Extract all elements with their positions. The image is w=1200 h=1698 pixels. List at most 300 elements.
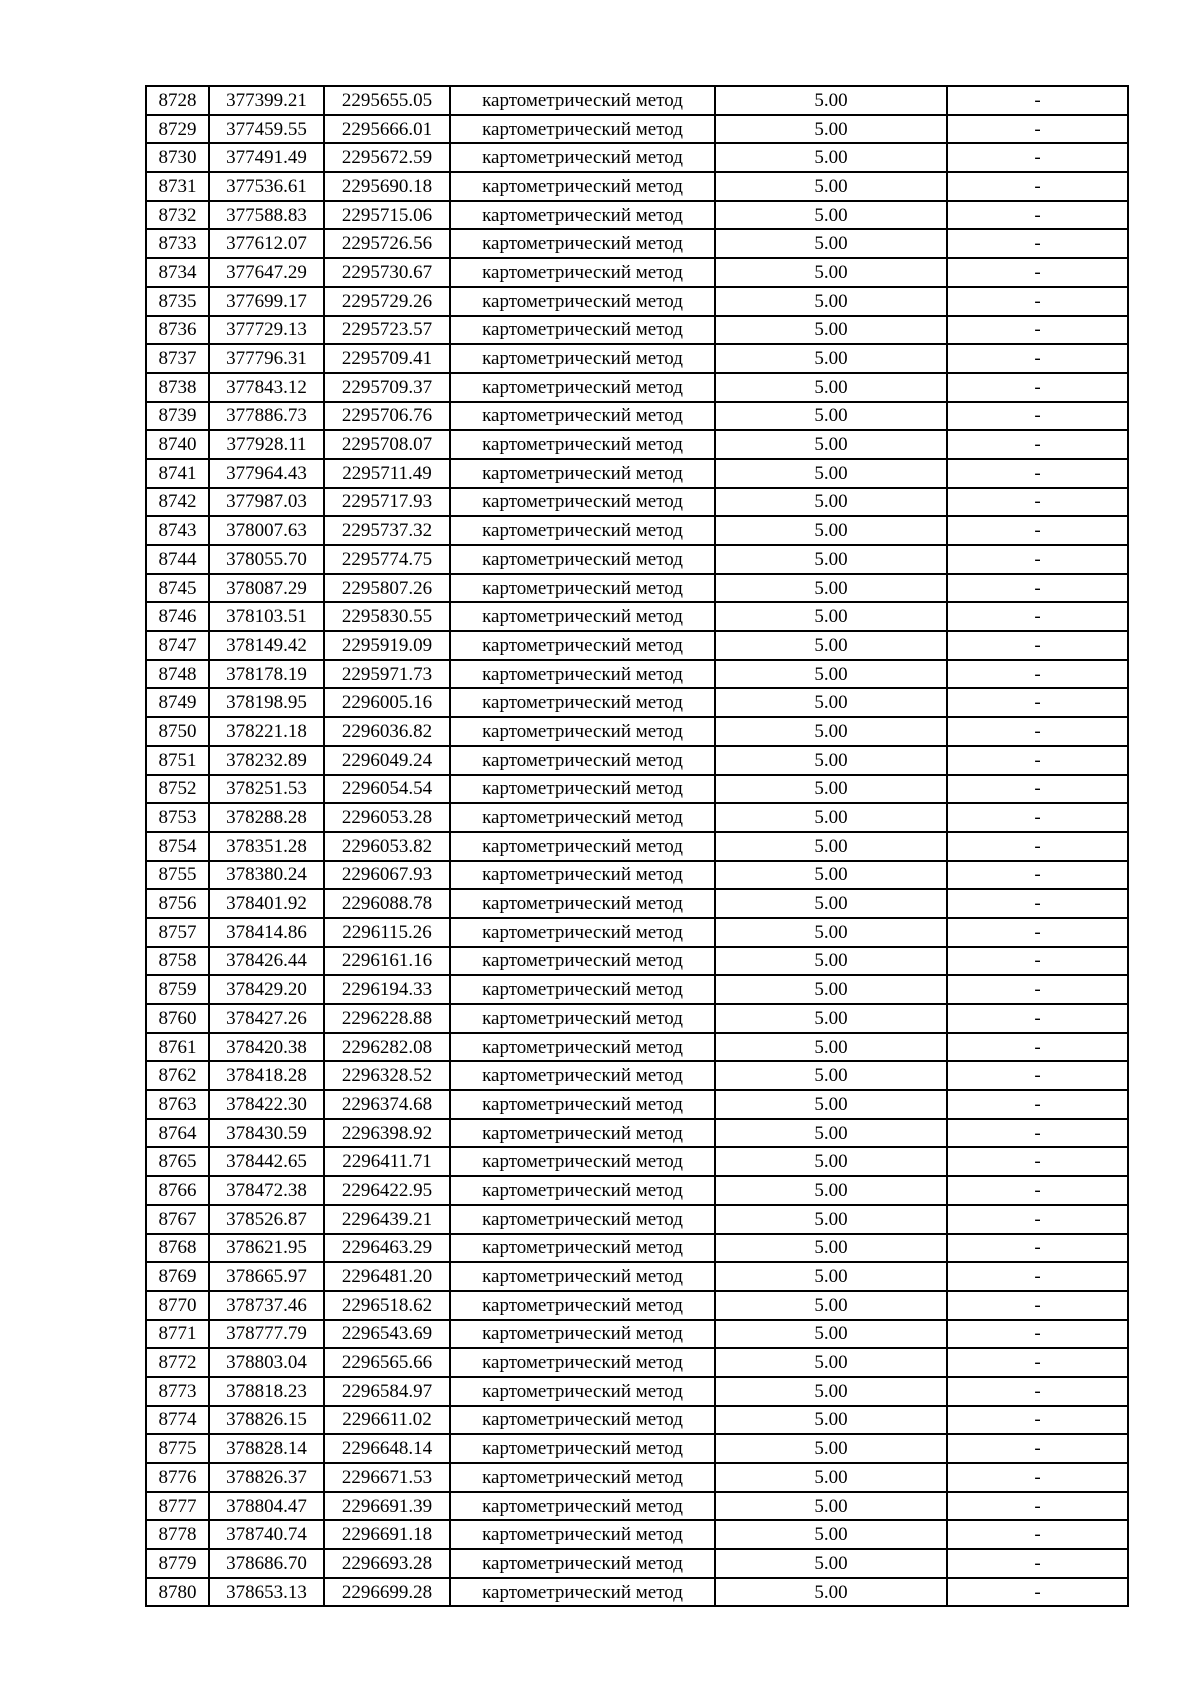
cell-x: 377459.55 [209,115,324,144]
cell-y: 2296053.82 [324,832,450,861]
cell-method: картометрический метод [450,1348,715,1377]
cell-x: 378007.63 [209,516,324,545]
cell-y: 2296374.68 [324,1090,450,1119]
table-row [146,717,1128,746]
cell-point-number: 8746 [146,602,209,631]
cell-description: - [947,775,1128,804]
table-row [146,459,1128,488]
cell-description: - [947,832,1128,861]
cell-point-number: 8755 [146,861,209,890]
cell-accuracy: 5.00 [715,975,947,1004]
cell-point-number: 8756 [146,889,209,918]
cell-accuracy: 5.00 [715,631,947,660]
cell-x: 378777.79 [209,1320,324,1349]
cell-accuracy: 5.00 [715,889,947,918]
table-row [146,488,1128,517]
cell-description: - [947,1262,1128,1291]
cell-description: - [947,889,1128,918]
cell-description: - [947,746,1128,775]
cell-method: картометрический метод [450,803,715,832]
cell-y: 2296691.39 [324,1492,450,1521]
cell-method: картометрический метод [450,402,715,431]
cell-description: - [947,1492,1128,1521]
table-row [146,1492,1128,1521]
cell-x: 378818.23 [209,1377,324,1406]
cell-point-number: 8774 [146,1406,209,1435]
cell-method: картометрический метод [450,545,715,574]
cell-point-number: 8739 [146,402,209,431]
cell-x: 377843.12 [209,373,324,402]
cell-x: 377399.21 [209,86,324,115]
table-row [146,832,1128,861]
cell-x: 378380.24 [209,861,324,890]
cell-y: 2296691.18 [324,1520,450,1549]
cell-method: картометрический метод [450,688,715,717]
cell-point-number: 8734 [146,258,209,287]
cell-y: 2295774.75 [324,545,450,574]
table-row [146,631,1128,660]
cell-description: - [947,861,1128,890]
cell-method: картометрический метод [450,172,715,201]
table-row [146,1434,1128,1463]
cell-x: 378430.59 [209,1119,324,1148]
cell-description: - [947,402,1128,431]
cell-description: - [947,1090,1128,1119]
table-row [146,947,1128,976]
cell-point-number: 8766 [146,1176,209,1205]
cell-x: 377588.83 [209,201,324,230]
cell-description: - [947,459,1128,488]
cell-method: картометрический метод [450,775,715,804]
cell-point-number: 8757 [146,918,209,947]
cell-x: 378251.53 [209,775,324,804]
table-row [146,660,1128,689]
cell-method: картометрический метод [450,287,715,316]
cell-x: 378621.95 [209,1234,324,1263]
cell-description: - [947,258,1128,287]
cell-x: 378442.65 [209,1147,324,1176]
cell-accuracy: 5.00 [715,832,947,861]
cell-x: 377987.03 [209,488,324,517]
cell-description: - [947,373,1128,402]
cell-x: 378418.28 [209,1061,324,1090]
cell-point-number: 8731 [146,172,209,201]
table-row [146,402,1128,431]
cell-method: картометрический метод [450,1004,715,1033]
cell-point-number: 8735 [146,287,209,316]
cell-method: картометрический метод [450,1434,715,1463]
cell-accuracy: 5.00 [715,143,947,172]
cell-y: 2296481.20 [324,1262,450,1291]
cell-method: картометрический метод [450,1291,715,1320]
cell-x: 378087.29 [209,574,324,603]
cell-method: картометрический метод [450,660,715,689]
cell-description: - [947,1205,1128,1234]
cell-y: 2296463.29 [324,1234,450,1263]
cell-method: картометрический метод [450,1090,715,1119]
cell-accuracy: 5.00 [715,258,947,287]
cell-method: картометрический метод [450,918,715,947]
cell-accuracy: 5.00 [715,1061,947,1090]
cell-y: 2295706.76 [324,402,450,431]
cell-description: - [947,803,1128,832]
cell-x: 378737.46 [209,1291,324,1320]
cell-y: 2296194.33 [324,975,450,1004]
cell-accuracy: 5.00 [715,746,947,775]
cell-accuracy: 5.00 [715,229,947,258]
cell-method: картометрический метод [450,1234,715,1263]
cell-x: 378740.74 [209,1520,324,1549]
cell-x: 378198.95 [209,688,324,717]
cell-method: картометрический метод [450,1205,715,1234]
cell-description: - [947,1147,1128,1176]
cell-point-number: 8777 [146,1492,209,1521]
table-row [146,430,1128,459]
table-row [146,1090,1128,1119]
cell-point-number: 8732 [146,201,209,230]
cell-accuracy: 5.00 [715,516,947,545]
table-row [146,602,1128,631]
table-row [146,803,1128,832]
cell-y: 2296161.16 [324,947,450,976]
cell-point-number: 8745 [146,574,209,603]
cell-accuracy: 5.00 [715,574,947,603]
cell-description: - [947,1004,1128,1033]
table-row [146,1463,1128,1492]
cell-x: 377699.17 [209,287,324,316]
cell-description: - [947,1520,1128,1549]
cell-method: картометрический метод [450,430,715,459]
cell-point-number: 8772 [146,1348,209,1377]
cell-x: 378803.04 [209,1348,324,1377]
cell-y: 2296228.88 [324,1004,450,1033]
cell-y: 2295971.73 [324,660,450,689]
cell-description: - [947,201,1128,230]
table-row [146,1291,1128,1320]
table-row [146,688,1128,717]
cell-method: картометрический метод [450,1320,715,1349]
cell-method: картометрический метод [450,1492,715,1521]
cell-x: 378351.28 [209,832,324,861]
cell-point-number: 8736 [146,316,209,345]
cell-method: картометрический метод [450,1463,715,1492]
table-row [146,1549,1128,1578]
cell-x: 378426.44 [209,947,324,976]
cell-y: 2295726.56 [324,229,450,258]
table-row [146,201,1128,230]
table-row [146,1147,1128,1176]
table-row [146,1119,1128,1148]
cell-y: 2296543.69 [324,1320,450,1349]
cell-accuracy: 5.00 [715,1406,947,1435]
cell-y: 2295919.09 [324,631,450,660]
cell-description: - [947,975,1128,1004]
cell-point-number: 8771 [146,1320,209,1349]
cell-x: 377491.49 [209,143,324,172]
cell-method: картометрический метод [450,516,715,545]
cell-accuracy: 5.00 [715,172,947,201]
cell-y: 2296611.02 [324,1406,450,1435]
cell-accuracy: 5.00 [715,1176,947,1205]
cell-y: 2296398.92 [324,1119,450,1148]
cell-description: - [947,1463,1128,1492]
cell-y: 2296439.21 [324,1205,450,1234]
cell-y: 2295717.93 [324,488,450,517]
table-row [146,316,1128,345]
cell-y: 2295708.07 [324,430,450,459]
table-row [146,889,1128,918]
cell-y: 2296671.53 [324,1463,450,1492]
cell-x: 378149.42 [209,631,324,660]
cell-accuracy: 5.00 [715,803,947,832]
cell-y: 2295666.01 [324,115,450,144]
table-row [146,344,1128,373]
cell-y: 2295711.49 [324,459,450,488]
cell-accuracy: 5.00 [715,947,947,976]
cell-description: - [947,1033,1128,1062]
cell-x: 378526.87 [209,1205,324,1234]
cell-accuracy: 5.00 [715,545,947,574]
cell-x: 378472.38 [209,1176,324,1205]
cell-accuracy: 5.00 [715,488,947,517]
cell-accuracy: 5.00 [715,287,947,316]
cell-point-number: 8738 [146,373,209,402]
cell-accuracy: 5.00 [715,1262,947,1291]
cell-point-number: 8769 [146,1262,209,1291]
cell-x: 378686.70 [209,1549,324,1578]
table-row [146,775,1128,804]
cell-x: 378414.86 [209,918,324,947]
cell-y: 2296699.28 [324,1578,450,1607]
cell-method: картометрический метод [450,889,715,918]
table-row [146,1406,1128,1435]
cell-point-number: 8751 [146,746,209,775]
cell-accuracy: 5.00 [715,1147,947,1176]
cell-point-number: 8749 [146,688,209,717]
cell-y: 2295807.26 [324,574,450,603]
cell-y: 2296648.14 [324,1434,450,1463]
cell-accuracy: 5.00 [715,918,947,947]
table-row [146,516,1128,545]
cell-point-number: 8740 [146,430,209,459]
cell-method: картометрический метод [450,316,715,345]
cell-accuracy: 5.00 [715,373,947,402]
cell-x: 378232.89 [209,746,324,775]
cell-y: 2295730.67 [324,258,450,287]
cell-method: картометрический метод [450,1578,715,1607]
cell-x: 378429.20 [209,975,324,1004]
cell-method: картометрический метод [450,488,715,517]
cell-y: 2295723.57 [324,316,450,345]
cell-method: картометрический метод [450,1406,715,1435]
table-row [146,1320,1128,1349]
cell-method: картометрический метод [450,574,715,603]
cell-method: картометрический метод [450,459,715,488]
table-row [146,1234,1128,1263]
cell-method: картометрический метод [450,201,715,230]
cell-point-number: 8773 [146,1377,209,1406]
cell-point-number: 8779 [146,1549,209,1578]
cell-method: картометрический метод [450,1061,715,1090]
cell-point-number: 8775 [146,1434,209,1463]
cell-description: - [947,516,1128,545]
cell-y: 2295672.59 [324,143,450,172]
cell-y: 2296328.52 [324,1061,450,1090]
table-row [146,1004,1128,1033]
cell-x: 377796.31 [209,344,324,373]
cell-y: 2296115.26 [324,918,450,947]
cell-x: 377886.73 [209,402,324,431]
cell-description: - [947,1320,1128,1349]
cell-accuracy: 5.00 [715,1520,947,1549]
cell-x: 377536.61 [209,172,324,201]
cell-point-number: 8776 [146,1463,209,1492]
cell-point-number: 8737 [146,344,209,373]
cell-description: - [947,172,1128,201]
cell-point-number: 8733 [146,229,209,258]
cell-y: 2295715.06 [324,201,450,230]
table-row [146,86,1128,115]
cell-accuracy: 5.00 [715,1348,947,1377]
cell-y: 2295830.55 [324,602,450,631]
cell-point-number: 8763 [146,1090,209,1119]
cell-y: 2296054.54 [324,775,450,804]
coordinates-table-body [146,86,1128,1606]
cell-point-number: 8754 [146,832,209,861]
cell-description: - [947,1406,1128,1435]
table-row [146,1033,1128,1062]
cell-accuracy: 5.00 [715,1119,947,1148]
cell-description: - [947,1291,1128,1320]
cell-y: 2296518.62 [324,1291,450,1320]
table-row [146,229,1128,258]
cell-point-number: 8765 [146,1147,209,1176]
cell-y: 2295655.05 [324,86,450,115]
cell-method: картометрический метод [450,1147,715,1176]
cell-accuracy: 5.00 [715,1492,947,1521]
cell-x: 378401.92 [209,889,324,918]
cell-y: 2296036.82 [324,717,450,746]
cell-description: - [947,545,1128,574]
cell-y: 2295709.41 [324,344,450,373]
cell-accuracy: 5.00 [715,1549,947,1578]
cell-accuracy: 5.00 [715,115,947,144]
cell-description: - [947,287,1128,316]
cell-method: картометрический метод [450,1119,715,1148]
cell-y: 2296693.28 [324,1549,450,1578]
cell-method: картометрический метод [450,258,715,287]
cell-method: картометрический метод [450,947,715,976]
cell-method: картометрический метод [450,746,715,775]
cell-point-number: 8767 [146,1205,209,1234]
cell-y: 2296565.66 [324,1348,450,1377]
cell-accuracy: 5.00 [715,1320,947,1349]
cell-method: картометрический метод [450,1520,715,1549]
cell-method: картометрический метод [450,861,715,890]
cell-description: - [947,344,1128,373]
cell-x: 377928.11 [209,430,324,459]
cell-x: 377612.07 [209,229,324,258]
table-row [146,287,1128,316]
cell-description: - [947,1176,1128,1205]
cell-point-number: 8761 [146,1033,209,1062]
cell-description: - [947,947,1128,976]
cell-description: - [947,1377,1128,1406]
table-row [146,258,1128,287]
cell-point-number: 8742 [146,488,209,517]
cell-accuracy: 5.00 [715,717,947,746]
cell-y: 2296049.24 [324,746,450,775]
cell-x: 378804.47 [209,1492,324,1521]
cell-point-number: 8762 [146,1061,209,1090]
cell-point-number: 8758 [146,947,209,976]
cell-accuracy: 5.00 [715,660,947,689]
table-row [146,746,1128,775]
cell-y: 2296067.93 [324,861,450,890]
cell-description: - [947,115,1128,144]
table-row [146,115,1128,144]
cell-y: 2296584.97 [324,1377,450,1406]
cell-point-number: 8764 [146,1119,209,1148]
cell-y: 2296422.95 [324,1176,450,1205]
cell-x: 378103.51 [209,602,324,631]
cell-method: картометрический метод [450,344,715,373]
cell-x: 378828.14 [209,1434,324,1463]
cell-x: 378826.37 [209,1463,324,1492]
cell-description: - [947,143,1128,172]
cell-point-number: 8780 [146,1578,209,1607]
cell-x: 377729.13 [209,316,324,345]
cell-y: 2296282.08 [324,1033,450,1062]
cell-y: 2296053.28 [324,803,450,832]
cell-description: - [947,1434,1128,1463]
cell-point-number: 8752 [146,775,209,804]
table-row [146,1578,1128,1607]
cell-y: 2296411.71 [324,1147,450,1176]
cell-accuracy: 5.00 [715,602,947,631]
cell-accuracy: 5.00 [715,1205,947,1234]
cell-method: картометрический метод [450,229,715,258]
cell-x: 378221.18 [209,717,324,746]
cell-method: картометрический метод [450,1377,715,1406]
cell-method: картометрический метод [450,832,715,861]
cell-method: картометрический метод [450,717,715,746]
cell-accuracy: 5.00 [715,1033,947,1062]
table-row [146,975,1128,1004]
cell-x: 378420.38 [209,1033,324,1062]
cell-point-number: 8730 [146,143,209,172]
cell-description: - [947,1348,1128,1377]
cell-description: - [947,1119,1128,1148]
cell-accuracy: 5.00 [715,1004,947,1033]
cell-description: - [947,717,1128,746]
cell-x: 378055.70 [209,545,324,574]
cell-accuracy: 5.00 [715,86,947,115]
cell-x: 378665.97 [209,1262,324,1291]
cell-point-number: 8747 [146,631,209,660]
coordinates-table [145,85,1129,1607]
cell-point-number: 8768 [146,1234,209,1263]
cell-accuracy: 5.00 [715,1090,947,1119]
cell-accuracy: 5.00 [715,344,947,373]
cell-point-number: 8750 [146,717,209,746]
cell-point-number: 8760 [146,1004,209,1033]
cell-method: картометрический метод [450,86,715,115]
cell-y: 2295690.18 [324,172,450,201]
cell-method: картометрический метод [450,1549,715,1578]
cell-accuracy: 5.00 [715,688,947,717]
cell-x: 378826.15 [209,1406,324,1435]
